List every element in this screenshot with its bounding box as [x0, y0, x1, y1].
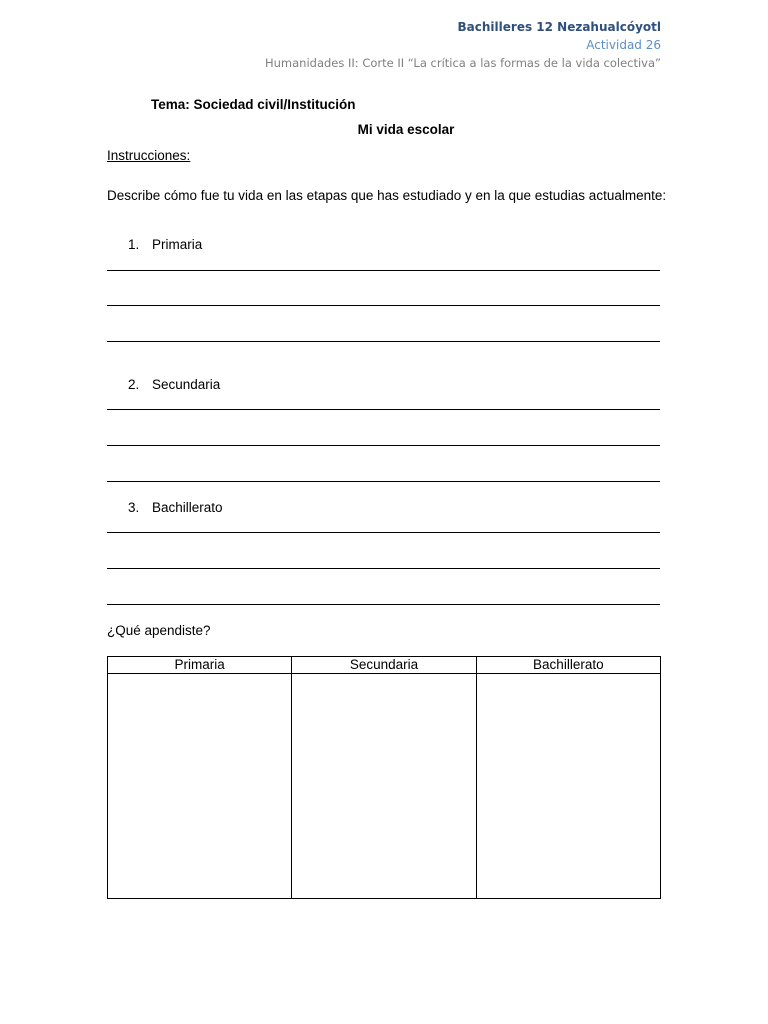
school-name: Bachilleres 12 Nezahualcóyotl — [457, 20, 661, 34]
answer-line[interactable] — [107, 409, 660, 410]
answer-line[interactable] — [107, 445, 660, 446]
learning-table — [107, 656, 661, 899]
column-header-primaria: Primaria — [108, 657, 292, 674]
column-header-bachillerato: Bachillerato — [476, 657, 660, 674]
question-text: ¿Qué apendiste? — [107, 623, 211, 638]
topic-heading: Tema: Sociedad civil/Institución — [151, 97, 356, 112]
stage-number: 3. — [128, 500, 140, 515]
stage-label: Primaria — [152, 237, 203, 252]
stage-number: 2. — [128, 377, 140, 392]
answer-line[interactable] — [107, 270, 660, 271]
answer-line[interactable] — [107, 305, 660, 306]
answer-line[interactable] — [107, 604, 660, 605]
answer-line[interactable] — [107, 532, 660, 533]
stage-label: Secundaria — [152, 377, 221, 392]
page-title: Mi vida escolar — [357, 122, 455, 137]
stage-number: 1. — [128, 237, 140, 252]
answer-cell-primaria[interactable] — [108, 674, 292, 899]
instructions-text: Describe cómo fue tu vida en las etapas que has estudiado y en la que estudias actualmente: — [107, 188, 667, 203]
table-row — [108, 674, 661, 899]
stage-bachillerato — [128, 500, 223, 515]
column-header-secundaria: Secundaria — [292, 657, 476, 674]
activity-number: Actividad 26 — [586, 38, 661, 52]
answer-cell-bachillerato[interactable] — [476, 674, 660, 899]
answer-line[interactable] — [107, 481, 660, 482]
course-name: Humanidades II: Corte II “La crítica a las formas de la vida colectiva” — [264, 56, 661, 70]
instructions-label: Instrucciones: — [107, 148, 191, 163]
stage-label: Bachillerato — [152, 500, 223, 515]
page-header — [265, 18, 661, 72]
answer-line[interactable] — [107, 341, 660, 342]
answer-cell-secundaria[interactable] — [292, 674, 476, 899]
stage-secundaria — [128, 377, 220, 392]
table-header-row — [108, 657, 661, 674]
answer-line[interactable] — [107, 568, 660, 569]
stage-primaria — [128, 237, 202, 252]
